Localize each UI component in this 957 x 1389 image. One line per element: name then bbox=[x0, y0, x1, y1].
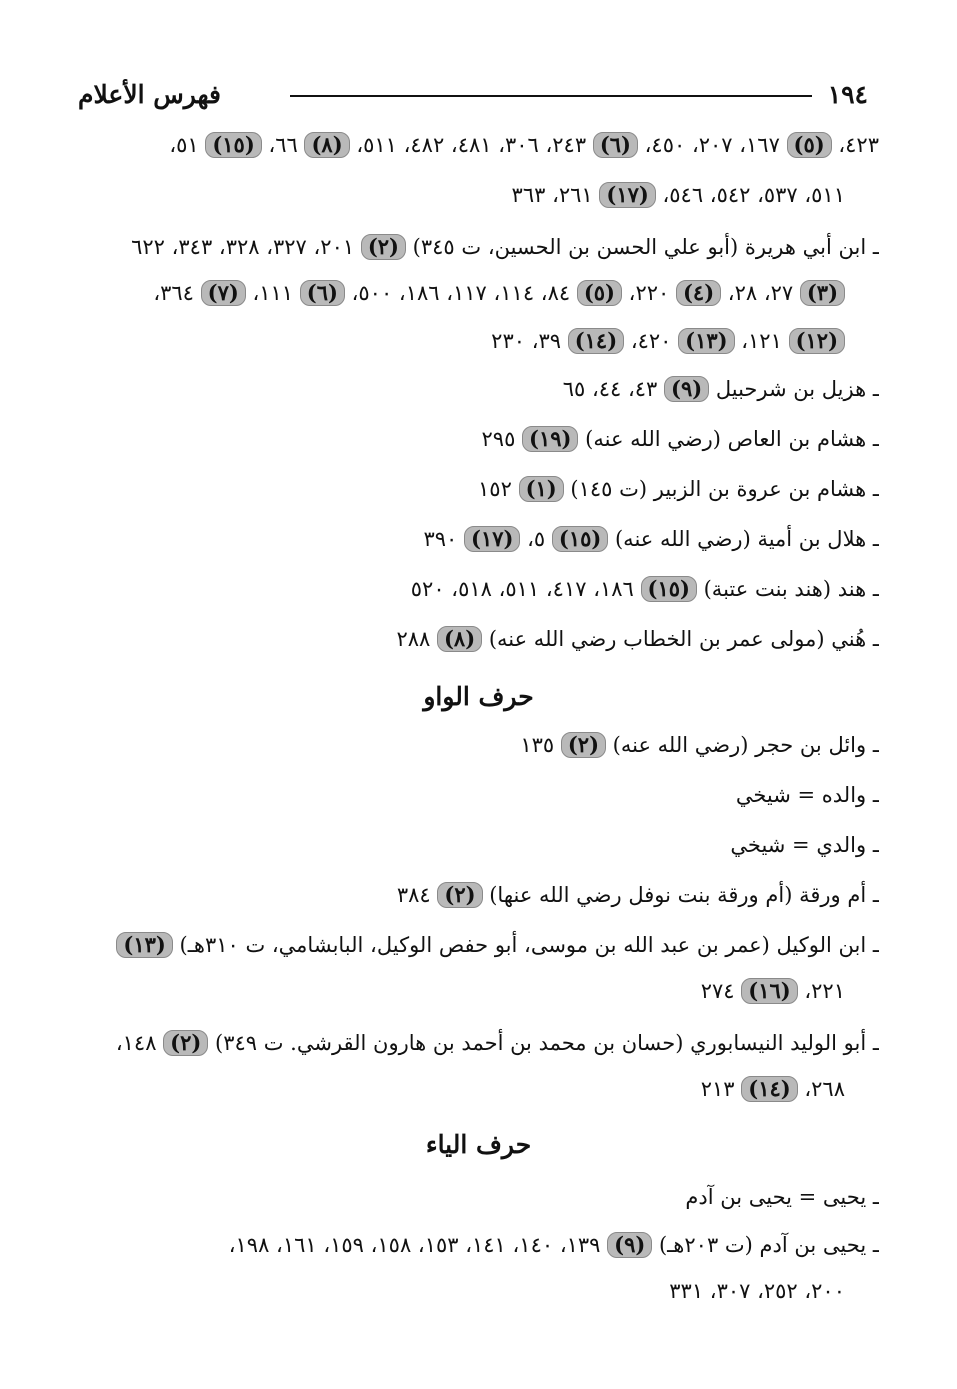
volume-badge: (١٥) bbox=[205, 132, 261, 158]
index-entry-continuation: ٥١١، ٥٣٧، ٥٤٢، ٥٤٦، (١٧) ٢٦١، ٣٦٣ bbox=[511, 182, 845, 207]
index-entry: ـ يحيى بن آدم (ت ٢٠٣هـ) (٩) ١٣٩، ١٤٠، ١٤١، ١٥٣، ١٥٨، ١٥٩، ١٦١، ١٩٨، bbox=[228, 1232, 879, 1257]
index-entry: ـ ابن أبي هريرة (أبو علي الحسن بن الحسين، ت ٣٤٥) (٢) ٢٠١، ٣٢٧، ٣٢٨، ٣٤٣، ٦٢٢ bbox=[131, 234, 879, 259]
index-entry: ـ وائل بن حجر (رضي الله عنه) (٢) ١٣٥ bbox=[520, 732, 879, 757]
volume-badge: (١٧) bbox=[599, 182, 655, 208]
index-entry-continuation: ٢٦٨، (١٤) ٢١٣ bbox=[700, 1076, 845, 1101]
volume-badge: (٩) bbox=[664, 376, 709, 402]
index-entry-continuation: ٢٠٠، ٢٥٢، ٣٠٧، ٣٣١ bbox=[669, 1279, 845, 1303]
volume-badge: (١٤) bbox=[568, 328, 624, 354]
volume-badge: (٢) bbox=[361, 234, 406, 260]
volume-badge: (٩) bbox=[607, 1232, 652, 1258]
header-rule bbox=[290, 95, 812, 97]
volume-badge: (٨) bbox=[304, 132, 349, 158]
volume-badge: (٦) bbox=[593, 132, 638, 158]
index-entry: ـ هزيل بن شرحبيل (٩) ٤٣، ٤٤، ٦٥ bbox=[562, 376, 879, 401]
index-entry: ٤٢٣، (٥) ١٦٧، ٢٠٧، ٤٥٠، (٦) ٢٤٣، ٣٠٦، ٤٨١، ٤٨٢، ٥١١، (٨) ٦٦، (١٥) ٥١، bbox=[169, 132, 879, 157]
index-entry: ـ أم ورقة (أم ورقة بنت نوفل رضي الله عنها) (٢) ٣٨٤ bbox=[396, 882, 879, 907]
volume-badge: (٤) bbox=[676, 280, 721, 306]
volume-badge: (٣) bbox=[800, 280, 845, 306]
volume-badge: (٥) bbox=[787, 132, 832, 158]
index-entry: ـ والده = شيخي bbox=[735, 783, 879, 807]
section-heading: حرف الياء bbox=[425, 1130, 532, 1159]
index-entry: ـ هشام بن العاص (رضي الله عنه) (١٩) ٢٩٥ bbox=[481, 426, 879, 451]
section-heading: حرف الواو bbox=[423, 682, 534, 711]
index-entry-continuation: ٢٢١، (١٦) ٢٧٤ bbox=[700, 978, 845, 1003]
index-entry-continuation: (٣) ٢٧، ٢٨، (٤) ٢٢٠، (٥) ٨٤، ١١٤، ١١٧، ١٨٦، ٥٠٠، (٦) ١١١، (٧) ٣٦٤، bbox=[78, 278, 845, 308]
index-entry: ـ ابن الوكيل (عمر بن عبد الله بن موسى، أبو حفص الوكيل، البابشامي، ت ٣١٠هـ) (١٣) bbox=[78, 930, 879, 960]
volume-badge: (١٢) bbox=[789, 328, 845, 354]
index-entry: ـ والدي = شيخي bbox=[730, 833, 879, 857]
page-title: فهرس الأعلام bbox=[78, 80, 222, 109]
page-header bbox=[78, 78, 868, 118]
volume-badge: (٢) bbox=[561, 732, 606, 758]
volume-badge: (٢) bbox=[163, 1030, 208, 1056]
index-entry-continuation: (١٢) ١٢١، (١٣) ٤٢٠، (١٤) ٣٩، ٢٣٠ bbox=[78, 326, 845, 356]
page-number: ١٩٤ bbox=[827, 80, 868, 109]
index-entry: ـ يحيى = يحيى بن آدم bbox=[685, 1185, 879, 1209]
volume-badge: (٧) bbox=[201, 280, 246, 306]
volume-badge: (٨) bbox=[437, 626, 482, 652]
index-entry: ـ هُني (مولى عمر بن الخطاب رضي الله عنه) (٨) ٢٨٨ bbox=[396, 626, 879, 651]
volume-badge: (١٣) bbox=[678, 328, 734, 354]
index-entry: ـ هلال بن أمية (رضي الله عنه) (١٥) ٥، (١٧) ٣٩٠ bbox=[423, 526, 879, 551]
volume-badge: (١٥) bbox=[641, 576, 697, 602]
volume-badge: (١٣) bbox=[116, 932, 172, 958]
volume-badge: (١٦) bbox=[741, 978, 797, 1004]
volume-badge: (١٩) bbox=[522, 426, 578, 452]
index-entry: ـ هند (هند بنت عتبة) (١٥) ١٨٦، ٤١٧، ٥١١، ٥١٨، ٥٢٠ bbox=[410, 576, 879, 601]
volume-badge: (٥) bbox=[577, 280, 622, 306]
volume-badge: (٦) bbox=[300, 280, 345, 306]
volume-badge: (١٤) bbox=[741, 1076, 797, 1102]
volume-badge: (٢) bbox=[437, 882, 482, 908]
volume-badge: (١) bbox=[519, 476, 564, 502]
volume-badge: (١٧) bbox=[464, 526, 520, 552]
volume-badge: (١٥) bbox=[552, 526, 608, 552]
index-entry: ـ أبو الوليد النيسابوري (حسان بن محمد بن أحمد بن هارون القرشي. ت ٣٤٩) (٢) ١٤٨، bbox=[115, 1030, 879, 1055]
index-entry: ـ هشام بن عروة بن الزبير (ت ١٤٥) (١) ١٥٢ bbox=[478, 476, 879, 501]
